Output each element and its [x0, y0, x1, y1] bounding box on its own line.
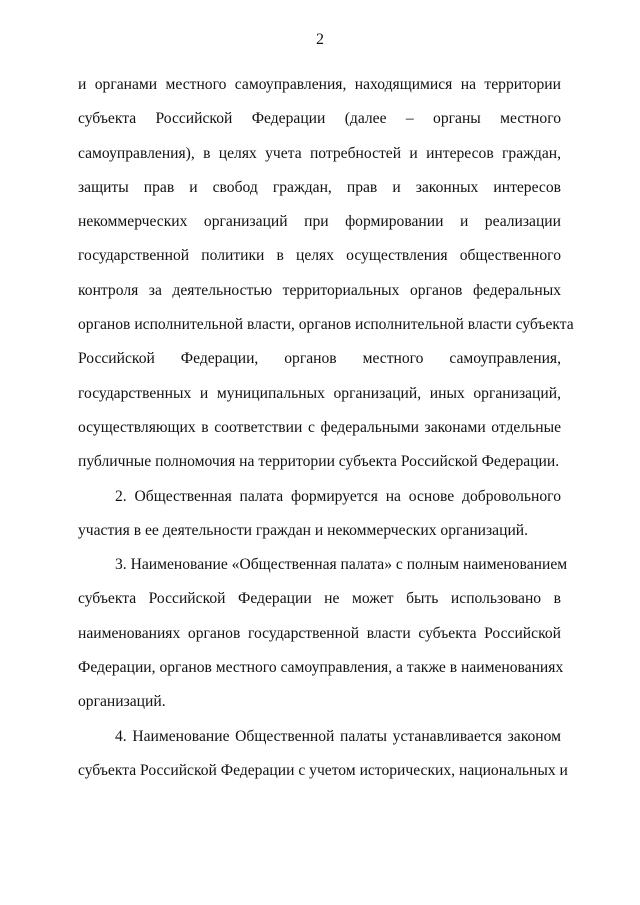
text-line: участия в ее деятельности граждан и некоммерческих организаций.	[78, 521, 529, 539]
text-line: Федерации, органов местного самоуправления, а также в наименованиях	[78, 659, 564, 677]
text-line: контроля за деятельностью территориальных органов федеральных	[78, 281, 561, 299]
text-line: государственной политики в целях осуществления общественного	[78, 247, 561, 265]
paragraph-4	[78, 720, 568, 789]
text-line: субъекта Российской Федерации не может быть использовано в	[78, 590, 561, 608]
text-line: органов исполнительной власти, органов исполнительной власти субъекта	[78, 316, 574, 334]
text-line: некоммерческих организаций при формировании и реализации	[78, 213, 561, 231]
text-line: 4. Наименование Общественной палаты устанавливается законом	[115, 727, 561, 745]
text-line: осуществляющих в соответствии с федеральными законами отдельные	[78, 418, 561, 436]
paragraph-3	[78, 548, 568, 719]
paragraph-1	[78, 68, 574, 480]
text-line: защиты прав и свобод граждан, прав и законных интересов	[78, 178, 561, 196]
text-line: государственных и муниципальных организаций, иных организаций,	[78, 384, 561, 402]
page-number: 2	[316, 31, 324, 48]
document-body	[78, 68, 574, 788]
paragraph-2	[78, 480, 561, 549]
text-line: субъекта Российской Федерации (далее – органы местного	[78, 110, 561, 128]
text-line: самоуправления), в целях учета потребностей и интересов граждан,	[78, 144, 561, 162]
text-line: организаций.	[78, 693, 166, 711]
text-line: Российской Федерации, органов местного самоуправления,	[78, 350, 561, 368]
text-line: 2. Общественная палата формируется на основе добровольного	[115, 487, 561, 505]
text-line: наименованиях органов государственной власти субъекта Российской	[78, 624, 561, 642]
text-line: 3. Наименование «Общественная палата» с полным наименованием	[115, 556, 568, 574]
text-line: субъекта Российской Федерации с учетом исторических, национальных и	[78, 761, 568, 779]
text-line: и органами местного самоуправления, находящимися на территории	[78, 76, 561, 93]
text-line: публичные полномочия на территории субъекта Российской Федерации.	[78, 453, 560, 471]
